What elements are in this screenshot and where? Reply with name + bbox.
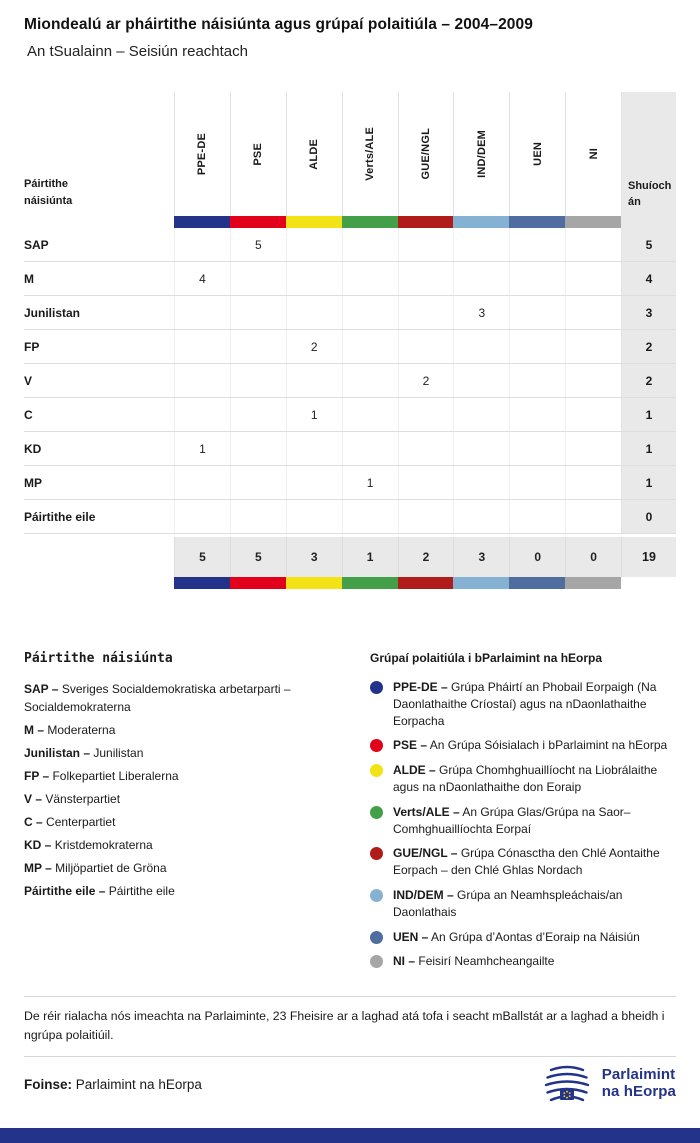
party-name: Páirtithe eile <box>24 509 96 524</box>
legend-item <box>24 836 344 854</box>
party-abbr: FP – <box>24 769 50 783</box>
seat-cell <box>398 432 454 465</box>
group-full-name: An Grúpa Sóisialach i bParlaimint na hEorpa <box>429 738 668 753</box>
column-total: 0 <box>565 537 621 577</box>
column-label: NI <box>587 148 600 160</box>
seat-total: 4 <box>621 262 676 295</box>
group-abbr: PPE-DE – <box>393 680 448 694</box>
seat-cell <box>286 262 342 295</box>
group-full-name: Grúpa an Neamhspleáchais/an Daonlathais <box>393 887 623 919</box>
column-label: PSE <box>252 142 265 166</box>
table-row-kd <box>24 432 676 466</box>
seat-cell <box>453 398 509 431</box>
seat-cell <box>342 296 398 329</box>
seat-cell <box>398 228 454 261</box>
seat-cell <box>565 296 621 329</box>
party-full-name: Junilistan <box>93 746 144 760</box>
seat-cell: 4 <box>174 262 230 295</box>
group-color-dot <box>370 764 383 777</box>
spacer <box>24 537 174 577</box>
seat-cell <box>174 466 230 499</box>
party-full-name: Vänsterpartiet <box>45 792 121 806</box>
color-bar-alde <box>286 577 342 589</box>
group-color-dot <box>370 681 383 694</box>
column-header-ppe-de <box>174 92 230 216</box>
seat-cell <box>398 500 454 533</box>
party-full-name: Folkepartiet Liberalerna <box>52 769 179 783</box>
seat-cell <box>565 466 621 499</box>
political-groups-legend <box>370 651 676 978</box>
table-row-c <box>24 398 676 432</box>
seat-cell <box>230 262 286 295</box>
legend-item <box>24 859 344 877</box>
group-full-name: Grúpa Chomhghuaillíocht na Liobrálaithe agus na nDaonlathaithe don Eoraip <box>393 763 658 794</box>
legend-item <box>24 721 344 739</box>
color-bar-pse <box>230 216 286 228</box>
party-full-name: Centerpartiet <box>46 815 116 829</box>
spacer <box>24 577 174 589</box>
table-totals-row <box>24 537 676 577</box>
party-name: V <box>24 373 33 388</box>
seat-cell <box>174 228 230 261</box>
legend-item <box>24 882 344 900</box>
column-header-ni <box>565 92 621 216</box>
seat-total: 1 <box>621 398 676 431</box>
legend-item <box>24 767 344 785</box>
column-total: 0 <box>509 537 565 577</box>
seat-cell <box>398 398 454 431</box>
seat-cell <box>174 296 230 329</box>
group-full-name: An Grúpa d’Aontas d’Eoraip na Náisiún <box>431 929 640 944</box>
seat-cell <box>174 364 230 397</box>
color-bar-gue-ngl <box>398 216 454 228</box>
ep-logo-line2: na hEorpa <box>601 1083 676 1101</box>
party-full-name: Páirtithe eile <box>108 884 175 898</box>
seat-total: 2 <box>621 330 676 363</box>
column-total: 3 <box>453 537 509 577</box>
color-bar-alde <box>286 216 342 228</box>
seat-cell <box>398 262 454 295</box>
legend-item <box>24 680 344 716</box>
seat-total: 1 <box>621 432 676 465</box>
seat-cell <box>509 398 565 431</box>
seat-cell <box>509 432 565 465</box>
seat-cell <box>453 500 509 533</box>
seat-cell <box>398 330 454 363</box>
seat-cell <box>453 364 509 397</box>
group-full-name: An Grúpa Glas/Grúpa na Saor–Comhghuaillíochta Eorpaí <box>393 804 631 836</box>
legend-item <box>370 762 676 796</box>
table-row-sap <box>24 228 676 262</box>
party-name: KD <box>24 441 42 456</box>
group-color-dot <box>370 889 383 902</box>
seat-cell: 2 <box>286 330 342 363</box>
seat-cell <box>453 466 509 499</box>
legend-item <box>370 737 676 754</box>
table-row-m <box>24 262 676 296</box>
page-footer <box>24 1065 676 1103</box>
column-header-alde <box>286 92 342 216</box>
table-row-junilistan <box>24 296 676 330</box>
national-parties-legend-title: Páirtithe náisiúnta <box>24 651 173 666</box>
seat-cell <box>286 500 342 533</box>
legend-item <box>370 929 676 946</box>
group-full-name: Grúpa Pháirtí an Phobail Eorpaigh (Na Daonlathaithe Críostaí) agus na nDaonlathaithe Eorpacha <box>393 680 657 728</box>
column-label: GUE/NGL <box>419 128 432 180</box>
seat-cell <box>174 500 230 533</box>
seat-cell <box>230 432 286 465</box>
seat-total: 2 <box>621 364 676 397</box>
seat-cell: 3 <box>453 296 509 329</box>
seat-cell <box>342 228 398 261</box>
party-abbr: V – <box>24 792 43 806</box>
column-label: PPE-DE <box>196 132 209 176</box>
seat-cell <box>230 500 286 533</box>
seat-cell <box>286 432 342 465</box>
seats-column-fill <box>621 216 676 228</box>
seat-cell <box>230 364 286 397</box>
source-label: Foinse: <box>24 1076 73 1092</box>
column-header-gue-ngl <box>398 92 454 216</box>
table-header-row <box>24 92 676 216</box>
color-bar-ni <box>565 577 621 589</box>
group-full-name: Feisirí Neamhcheangailte <box>418 954 555 969</box>
party-name: SAP <box>24 237 49 252</box>
party-full-name: Kristdemokraterna <box>54 838 153 852</box>
party-name: M <box>24 271 34 286</box>
group-abbr: IND/DEM – <box>393 887 454 902</box>
column-header-pse <box>230 92 286 216</box>
color-bar-verts-ale <box>342 577 398 589</box>
column-total: 5 <box>230 537 286 577</box>
color-bar-ind-dem <box>453 216 509 228</box>
seat-cell <box>230 398 286 431</box>
group-abbr: UEN – <box>393 929 429 944</box>
group-color-dot <box>370 806 383 819</box>
seat-cell <box>453 262 509 295</box>
page-subtitle: An tSualainn – Seisiún reachtach <box>27 43 248 60</box>
color-bar-ppe-de <box>174 577 230 589</box>
column-total: 3 <box>286 537 342 577</box>
party-abbr: Junilistan – <box>24 746 91 760</box>
seat-cell: 1 <box>286 398 342 431</box>
seat-cell <box>565 228 621 261</box>
seat-cell <box>509 364 565 397</box>
column-label: Verts/ALE <box>364 127 377 181</box>
seats-column-header <box>621 92 676 216</box>
party-name: FP <box>24 339 40 354</box>
legend-item <box>24 744 344 762</box>
seat-cell <box>342 432 398 465</box>
legend-item <box>370 845 676 879</box>
footer-color-bars <box>24 577 676 589</box>
seat-total: 0 <box>621 500 676 533</box>
seat-cell <box>509 500 565 533</box>
party-name: C <box>24 407 33 422</box>
rules-footnote: De réir rialacha nós imeachta na Parlaiminte, 23 Fheisire ar a laghad atá tofa i seacht mBallstát ar a laghad a bheidh i ngrúpa polaitiúil. <box>24 996 676 1057</box>
party-name: MP <box>24 475 42 490</box>
table-row-v <box>24 364 676 398</box>
source-line <box>24 1077 202 1092</box>
party-full-name: Miljöpartiet de Gröna <box>55 861 167 875</box>
color-bar-uen <box>509 216 565 228</box>
group-abbr: NI – <box>393 954 416 969</box>
legend-item <box>370 804 676 838</box>
seat-total: 5 <box>621 228 676 261</box>
group-color-dot <box>370 739 383 752</box>
legend-item <box>24 790 344 808</box>
legend-item <box>370 953 676 970</box>
group-abbr: PSE – <box>393 738 428 753</box>
seat-cell <box>509 296 565 329</box>
group-color-dot <box>370 931 383 944</box>
seat-total: 1 <box>621 466 676 499</box>
political-groups-legend-title: Grúpaí polaitiúla i bParlaimint na hEorpa <box>370 651 603 665</box>
seat-cell <box>453 330 509 363</box>
party-abbr: KD – <box>24 838 52 852</box>
column-total: 2 <box>398 537 454 577</box>
group-color-dot <box>370 955 383 968</box>
party-full-name: Moderaterna <box>47 723 116 737</box>
legend-section <box>24 651 676 978</box>
column-total: 1 <box>342 537 398 577</box>
color-bar-ni <box>565 216 621 228</box>
party-name: Junilistan <box>24 305 81 320</box>
column-header-uen <box>509 92 565 216</box>
source-value: Parlaimint na hEorpa <box>75 1076 202 1092</box>
color-bar-gue-ngl <box>398 577 454 589</box>
grand-total: 19 <box>621 537 676 577</box>
ep-hemicycle-icon <box>541 1065 593 1103</box>
seat-cell <box>565 330 621 363</box>
seat-cell <box>453 228 509 261</box>
party-column-label: Páirtithe náisiúnta <box>24 177 73 208</box>
color-bar-uen <box>509 577 565 589</box>
party-column-header <box>24 92 174 216</box>
seat-cell: 5 <box>230 228 286 261</box>
header-color-bars <box>24 216 676 228</box>
seat-cell <box>565 500 621 533</box>
seat-cell <box>453 432 509 465</box>
color-bar-ppe-de <box>174 216 230 228</box>
party-abbr: Páirtithe eile – <box>24 884 106 898</box>
seat-cell <box>174 398 230 431</box>
ep-logo-line1: Parlaimint <box>601 1066 676 1084</box>
party-abbr: M – <box>24 723 45 737</box>
seat-cell: 1 <box>174 432 230 465</box>
page-title: Miondealú ar pháirtithe náisiúnta agus grúpaí polaitiúla – 2004–2009 <box>24 16 533 33</box>
column-total: 5 <box>174 537 230 577</box>
seat-cell <box>286 296 342 329</box>
group-abbr: ALDE – <box>393 763 436 778</box>
party-full-name: Sveriges Socialdemokratiska arbetarparti – Socialdemokraterna <box>24 682 291 714</box>
seat-cell <box>342 262 398 295</box>
seat-cell: 1 <box>342 466 398 499</box>
seats-table <box>24 92 676 589</box>
seat-cell <box>398 296 454 329</box>
group-full-name: Grúpa Cónasctha den Chlé Aontaithe Eorpach – den Chlé Ghlas Nordach <box>393 846 660 878</box>
color-bar-pse <box>230 577 286 589</box>
seat-cell <box>342 364 398 397</box>
seat-cell <box>286 364 342 397</box>
seat-cell <box>565 364 621 397</box>
spacer <box>621 577 676 589</box>
european-parliament-logo <box>541 1065 676 1103</box>
column-header-ind-dem <box>453 92 509 216</box>
seat-cell <box>565 398 621 431</box>
seat-cell <box>174 330 230 363</box>
column-label: ALDE <box>308 138 321 170</box>
spacer <box>24 216 174 228</box>
table-row-mp <box>24 466 676 500</box>
legend-item <box>24 813 344 831</box>
party-abbr: SAP – <box>24 682 59 696</box>
group-abbr: GUE/NGL – <box>393 846 458 861</box>
national-parties-legend <box>24 651 370 978</box>
column-label: UEN <box>531 142 544 166</box>
seat-cell <box>565 432 621 465</box>
seat-cell <box>342 398 398 431</box>
seat-cell <box>342 330 398 363</box>
seat-cell: 2 <box>398 364 454 397</box>
column-label: IND/DEM <box>475 130 488 178</box>
seat-cell <box>286 466 342 499</box>
seat-cell <box>230 466 286 499</box>
seat-total: 3 <box>621 296 676 329</box>
table-row-other-parties <box>24 500 676 534</box>
ep-logo-wordmark <box>602 1067 676 1101</box>
seat-cell <box>342 500 398 533</box>
seat-cell <box>230 296 286 329</box>
seat-cell <box>509 262 565 295</box>
seat-cell <box>565 262 621 295</box>
seat-cell <box>509 228 565 261</box>
seats-column-label: Shuíochán <box>628 180 672 209</box>
seat-cell <box>286 228 342 261</box>
group-abbr: Verts/ALE – <box>393 804 460 819</box>
legend-item <box>370 679 676 729</box>
column-header-verts-ale <box>342 92 398 216</box>
bottom-brand-bar <box>0 1128 700 1143</box>
color-bar-ind-dem <box>453 577 509 589</box>
seat-cell <box>509 466 565 499</box>
seat-cell <box>398 466 454 499</box>
party-abbr: C – <box>24 815 43 829</box>
seat-cell <box>509 330 565 363</box>
color-bar-verts-ale <box>342 216 398 228</box>
group-color-dot <box>370 847 383 860</box>
table-row-fp <box>24 330 676 364</box>
legend-item <box>370 887 676 921</box>
party-abbr: MP – <box>24 861 52 875</box>
seat-cell <box>230 330 286 363</box>
